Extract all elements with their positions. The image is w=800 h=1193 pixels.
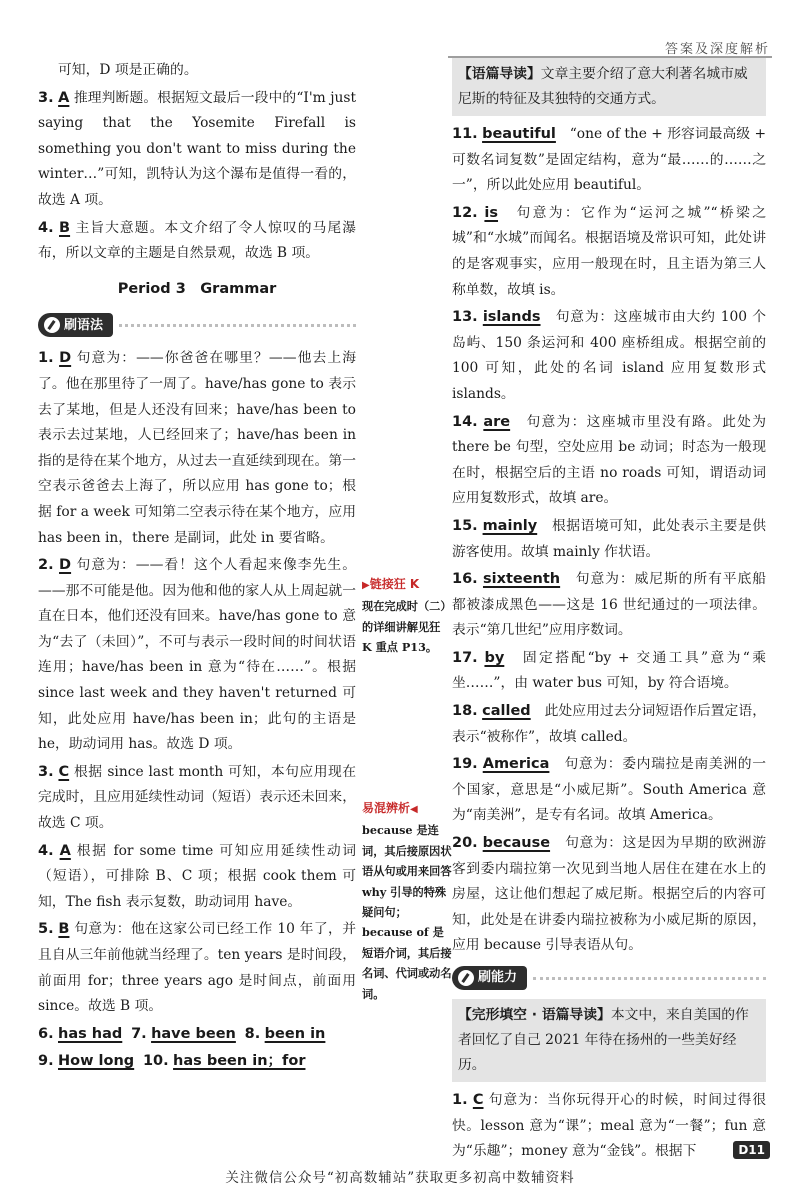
grammar-item-3: [38, 760, 356, 837]
dotted-divider: [533, 977, 766, 980]
item-answer: D: [59, 557, 72, 574]
item-explanation: 句意为：这座城市由大约 100 个岛屿、150 条运河和 400 座桥组成。根据空前的 100 可知，此处的名词 island 应用复数形式 islands。: [452, 309, 766, 402]
pen-icon: [458, 970, 474, 986]
item-number: 12.: [452, 204, 478, 221]
item-number: 2.: [38, 557, 54, 574]
answer-item: [452, 201, 766, 303]
item-number: 5.: [38, 921, 54, 938]
item-number: 7.: [131, 1025, 147, 1042]
answer-item-4: [38, 216, 356, 267]
page-header: 答案及深度解析: [664, 42, 770, 57]
answer-item: [452, 410, 766, 512]
answer-item: [452, 699, 766, 750]
answer-item: [452, 752, 766, 829]
item-number: 10.: [142, 1053, 169, 1070]
item-answer: has had: [58, 1025, 123, 1042]
section-bar-ability: [452, 963, 766, 993]
item-answer: D: [59, 350, 72, 367]
reading-guide-box: [452, 58, 766, 116]
cloze-guide-box: [452, 999, 766, 1082]
item-number: 16.: [452, 571, 478, 588]
item-explanation: 句意为：——你爸爸在哪里？——他去上海了。他在那里待了一周了。have/has gone to 表示去了某地，但是人还没有回来；have/has been to 表示去过某地，人已经回来了；have/has been in 指的是待在某个地方，从过去一直延续到现在。第一空表示爸爸去上海了，所以应用 has gone to；根据 for a week 可知第二空表示待在某个地方，应用 has been in，there 是副词，此处 in 要省略。: [38, 350, 356, 546]
grammar-items-6-8: [38, 1022, 356, 1048]
item-number: 1.: [452, 1092, 468, 1108]
item-explanation: 句意为：这是因为早期的欧洲游客到委内瑞拉第一次见到当地人居住在建在水上的房屋，这让他们想起了威尼斯。根据空后的内容可知，此处是在讲委内瑞拉被称为小威尼斯的原因，应用 because 引导表语从句。: [452, 835, 767, 954]
item-answer: B: [59, 219, 71, 236]
left-column: [38, 58, 356, 1077]
item-explanation: 根据 for some time 可知应用延续性动词（短语），可排除 B、C 项；根据 cook them 可知，The fish 表示复数，助动词用 have。: [38, 842, 357, 910]
item-number: 17.: [452, 649, 478, 666]
section-title: 刷语法: [64, 317, 104, 333]
paragraph: 可知，D 项是正确的。: [58, 62, 198, 78]
item-number: 8.: [244, 1025, 261, 1042]
item-answer: mainly: [482, 517, 538, 534]
item-explanation: 句意为：委内瑞拉是南美洲的一个国家，意思是“小威尼斯”。South America 意为“南美洲”，是专有名词。故填 America。: [452, 756, 767, 824]
item-answer: are: [483, 413, 511, 430]
item-answer: been in: [264, 1025, 326, 1042]
side-note-confusable: [362, 798, 452, 1004]
answer-item-3: [38, 86, 356, 214]
grammar-items-9-10: [38, 1049, 356, 1075]
right-answer-list: [452, 122, 766, 959]
period-heading: Period 3 Grammar: [117, 280, 277, 297]
item-number: 1.: [38, 350, 54, 367]
side-note-label: ▶链接狂 K: [362, 577, 420, 591]
item-explanation: 根据 since last month 可知，本句应用现在完成时，且应用延续性动词（短语）表示还未回来，故选 C 项。: [38, 763, 357, 832]
item-number: 3.: [38, 763, 54, 780]
page-number: D11: [733, 1141, 770, 1159]
item-explanation: 推理判断题。根据短文最后一段中的“I'm just saying that the Yosemite Firefall is something you don't want to miss during the winter…”可知，凯特认为这个瀑布是值得一看的，故选 A 项。: [38, 89, 356, 208]
item-explanation: 句意为：这座城市里没有路。此处为 there be 句型，空处应用 be 动词；时态为一般现在时，根据空后的主语 no roads 可知，谓语动词应用复数形式，故填 are。: [452, 413, 767, 507]
answer-item: [452, 122, 766, 199]
side-note-text: because 是连词，其后接原因状语从句或用来回答 why 引导的特殊疑问句；because of 是短语介词，其后接名词、代词或动名词。: [362, 823, 452, 1001]
side-note-label: 易混辨析◀: [362, 801, 418, 815]
item-answer: has been in；for: [173, 1053, 306, 1070]
section-badge: [452, 966, 527, 990]
item-number: 14.: [452, 413, 478, 430]
answer-item: [452, 646, 766, 697]
item-number: 3.: [38, 89, 54, 106]
item-answer: C: [58, 763, 70, 780]
item-answer: have been: [151, 1025, 236, 1042]
footer-note: 关注微信公众号“初高数辅站”获取更多初高中数辅资料: [225, 1170, 575, 1186]
item-answer: beautiful: [482, 126, 556, 142]
item-number: 6.: [38, 1025, 54, 1042]
item-explanation: 句意为：他在这家公司已经工作 10 年了，并且自从三年前他就当经理了。ten years 是时间段，前面用 for；three years ago 是时间点，前面用 since。故选 B 项。: [38, 921, 356, 1015]
item-number: 18.: [452, 703, 478, 720]
item-explanation: 根据语境可知，此处表示主要是供游客使用。故填 mainly 作状语。: [452, 517, 767, 560]
guide-tag: 【完形填空 · 语篇导读】: [458, 1007, 611, 1023]
right-column: [452, 58, 766, 1167]
side-note-link: [362, 574, 452, 658]
item-explanation: 主旨大意题。本文介绍了令人惊叹的马尾瀑布，所以文章的主题是自然景观，故选 B 项。: [38, 219, 356, 262]
grammar-item-5: [38, 917, 356, 1019]
item-answer: America: [482, 756, 550, 773]
item-answer: sixteenth: [482, 571, 561, 588]
item-explanation: 句意为：它作为“运河之城”“桥梁之城”和“水城”而闻名。根据语境及常识可知，此处讲的是客观事实，应用一般现在时，且主语为第三人称单数，故填 is。: [452, 204, 766, 298]
dotted-divider: [119, 324, 356, 327]
item-explanation: 句意为：当你玩得开心的时候，时间过得很快。lesson 意为“课”；meal 意为“一餐”；fun 意为“乐趣”；money 意为“金钱”。根据下: [452, 1092, 767, 1160]
item-answer: is: [484, 204, 499, 221]
item-answer: A: [58, 89, 70, 106]
grammar-item-4: [38, 839, 356, 916]
item-number: 11.: [452, 126, 478, 142]
item-number: 9.: [38, 1053, 54, 1070]
cloze-item-1: [452, 1088, 766, 1165]
item-answer: because: [482, 835, 551, 852]
grammar-item-2: [38, 553, 356, 758]
item-explanation: 固定搭配“by + 交通工具”意为“乘坐……”，由 water bus 可知，by 符合语境。: [452, 649, 767, 692]
section-title: 刷能力: [478, 970, 518, 986]
section-badge: [38, 313, 113, 337]
item-answer: B: [58, 921, 70, 938]
arrow-right-icon: ▶: [362, 580, 370, 591]
item-answer: by: [484, 649, 505, 666]
item-explanation: “one of the + 形容词最高级 + 可数名词复数”是固定结构，意为“最……的……之一”，所以此处应用 beautiful。: [452, 126, 767, 194]
arrow-left-icon: ◀: [410, 804, 418, 815]
item-answer: called: [482, 703, 531, 720]
item-number: 4.: [38, 842, 54, 859]
item-answer: C: [472, 1092, 484, 1108]
pen-icon: [44, 317, 60, 333]
item-number: 15.: [452, 517, 478, 534]
item-number: 13.: [452, 309, 478, 326]
answer-item: [452, 831, 766, 959]
grammar-item-1: [38, 346, 356, 551]
item-answer: How long: [58, 1053, 135, 1070]
section-bar-grammar: [38, 310, 356, 340]
item-number: 20.: [452, 835, 478, 852]
guide-text: 本文中，来自美国的作者回忆了自己 2021 年待在扬州的一些美好经历。: [458, 1007, 749, 1073]
item-answer: islands: [482, 309, 541, 326]
item-answer: A: [59, 842, 71, 859]
answer-item: [452, 305, 766, 407]
guide-tag: 【语篇导读】: [458, 66, 541, 82]
answer-item: [452, 567, 766, 644]
item-explanation: 句意为：——看！这个人看起来像李先生。——那不可能是他。因为他和他的家人从上周起就一直在日本，他们还没有回来。have/has gone to 意为“去了（未回）”，不可与表示一段时间的时间状语连用；have/has been in 意为“待在……”。根据 since last week and they haven't returned 可知，此处应用 have/has been in；此句的主语是 he，助动词用 has。故选 D 项。: [38, 557, 357, 753]
answer-item: [452, 514, 766, 565]
item-number: 4.: [38, 219, 54, 236]
side-note-text: 现在完成时（二）的详细讲解见狂 K 重点 P13。: [362, 599, 452, 655]
item-explanation: 句意为：威尼斯的所有平底船都被漆成黑色——这是 16 世纪通过的一项法律。表示“第几世纪”应用序数词。: [452, 571, 767, 639]
item-explanation: 此处应用过去分词短语作后置定语，表示“被称作”，故填 called。: [452, 703, 767, 745]
guide-text: 文章主要介绍了意大利著名城市威尼斯的特征及其独特的交通方式。: [458, 66, 748, 107]
item-number: 19.: [452, 756, 478, 773]
